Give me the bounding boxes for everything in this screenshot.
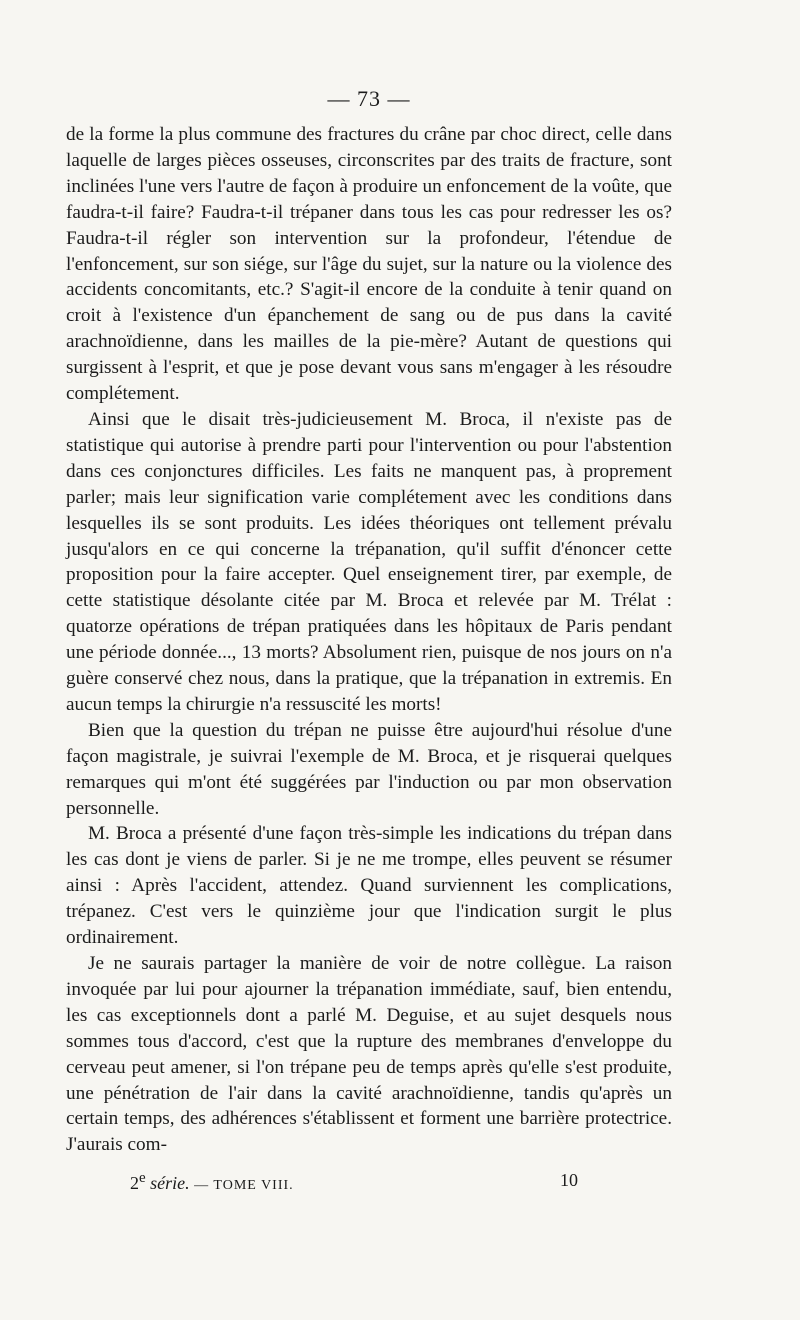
body-text	[66, 122, 672, 1158]
page-number: — 73 —	[327, 86, 411, 111]
signature-mark: 10	[560, 1170, 578, 1190]
paragraph-2: Ainsi que le disait très-judicieusement M. Broca, il n'existe pas de statistique qui autorise à prendre parti pour l'intervention ou pour l'abstention dans ces conjonctures difficiles. Les faits ne manquent pas, à proprement parler; mais leur signification varie complétement avec les conditions dans lesquelles ils se sont produits. Les idées théoriques ont tellement prévalu jusqu'alors en ce qui concerne la trépanation, qu'il suffit d'énoncer cette proposition pour la faire accepter. Quel enseignement tirer, par exemple, de cette statistique désolante citée par M. Broca et relevée par M. Trélat : quatorze opérations de trépan pratiquées dans les hôpitaux de Paris pendant une période donnée..., 13 morts? Absolument rien, puisque de nos jours on n'a guère conservé chez nous, dans la pratique, que la trépanation in extremis. En aucun temps la chirurgie n'a ressuscité les morts!	[66, 408, 672, 715]
paragraph-3: Bien que la question du trépan ne puisse être aujourd'hui résolue d'une façon magistrale, je suivrai l'exemple de M. Broca, et je risquerai quelques remarques qui m'ont été suggérées par l'induction ou par mon observation personnelle.	[66, 719, 672, 819]
book-page	[66, 0, 672, 1320]
page-footer	[66, 1158, 672, 1198]
paragraph-4: M. Broca a présenté d'une façon très-simple les indications du trépan dans les cas dont je viens de parler. Si je ne me trompe, elles peuvent se résumer ainsi : Après l'accident, attendez. Quand surviennent les complications, trépanez. C'est vers le quinzième jour que l'indication surgit le plus ordinairement.	[66, 823, 672, 949]
series-label	[130, 1170, 294, 1194]
paragraph-1: de la forme la plus commune des fractures du crâne par choc direct, celle dans laquelle de larges pièces osseuses, circonscrites par des traits de fracture, sont inclinées l'une vers l'autre de façon à produire un enfoncement de la voûte, que faudra-t-il faire? Faudra-t-il trépaner dans tous les cas pour redresser les os? Faudra-t-il régler son intervention sur la profondeur, l'étendue de l'enfoncement, sur son siége, sur l'âge du sujet, sur la nature ou la violence des accidents concomitants, etc.? S'agit-il encore de la conduite à tenir quand on croit à l'existence d'un épanchement de sang ou de pus dans la cavité arachnoïdienne, dans les mailles de la pie-mère? Autant de questions qui surgissent à l'esprit, et que je pose devant vous sans m'engager à les résoudre complétement.	[66, 124, 672, 405]
paragraph-5: Je ne saurais partager la manière de voir de notre collègue. La raison invoquée par lui pour ajourner la trépanation immédiate, sauf, bien entendu, les cas exceptionnels dont a parlé M. Deguise, et au sujet desquels nous sommes tous d'accord, c'est que la rupture des membranes d'enveloppe du cerveau peut amener, si l'on trépane peu de temps après qu'elle s'est produite, une pénétration de l'air dans la cavité arachnoïdienne, tandis qu'après un certain temps, des adhérences s'établissent et forment une barrière protectrice. J'aurais com-	[66, 953, 672, 1156]
tome-label: — TOME VIII.	[194, 1178, 294, 1193]
series-number: 2	[130, 1173, 139, 1193]
series-word: série.	[150, 1173, 190, 1193]
series-superscript: e	[139, 1170, 146, 1186]
